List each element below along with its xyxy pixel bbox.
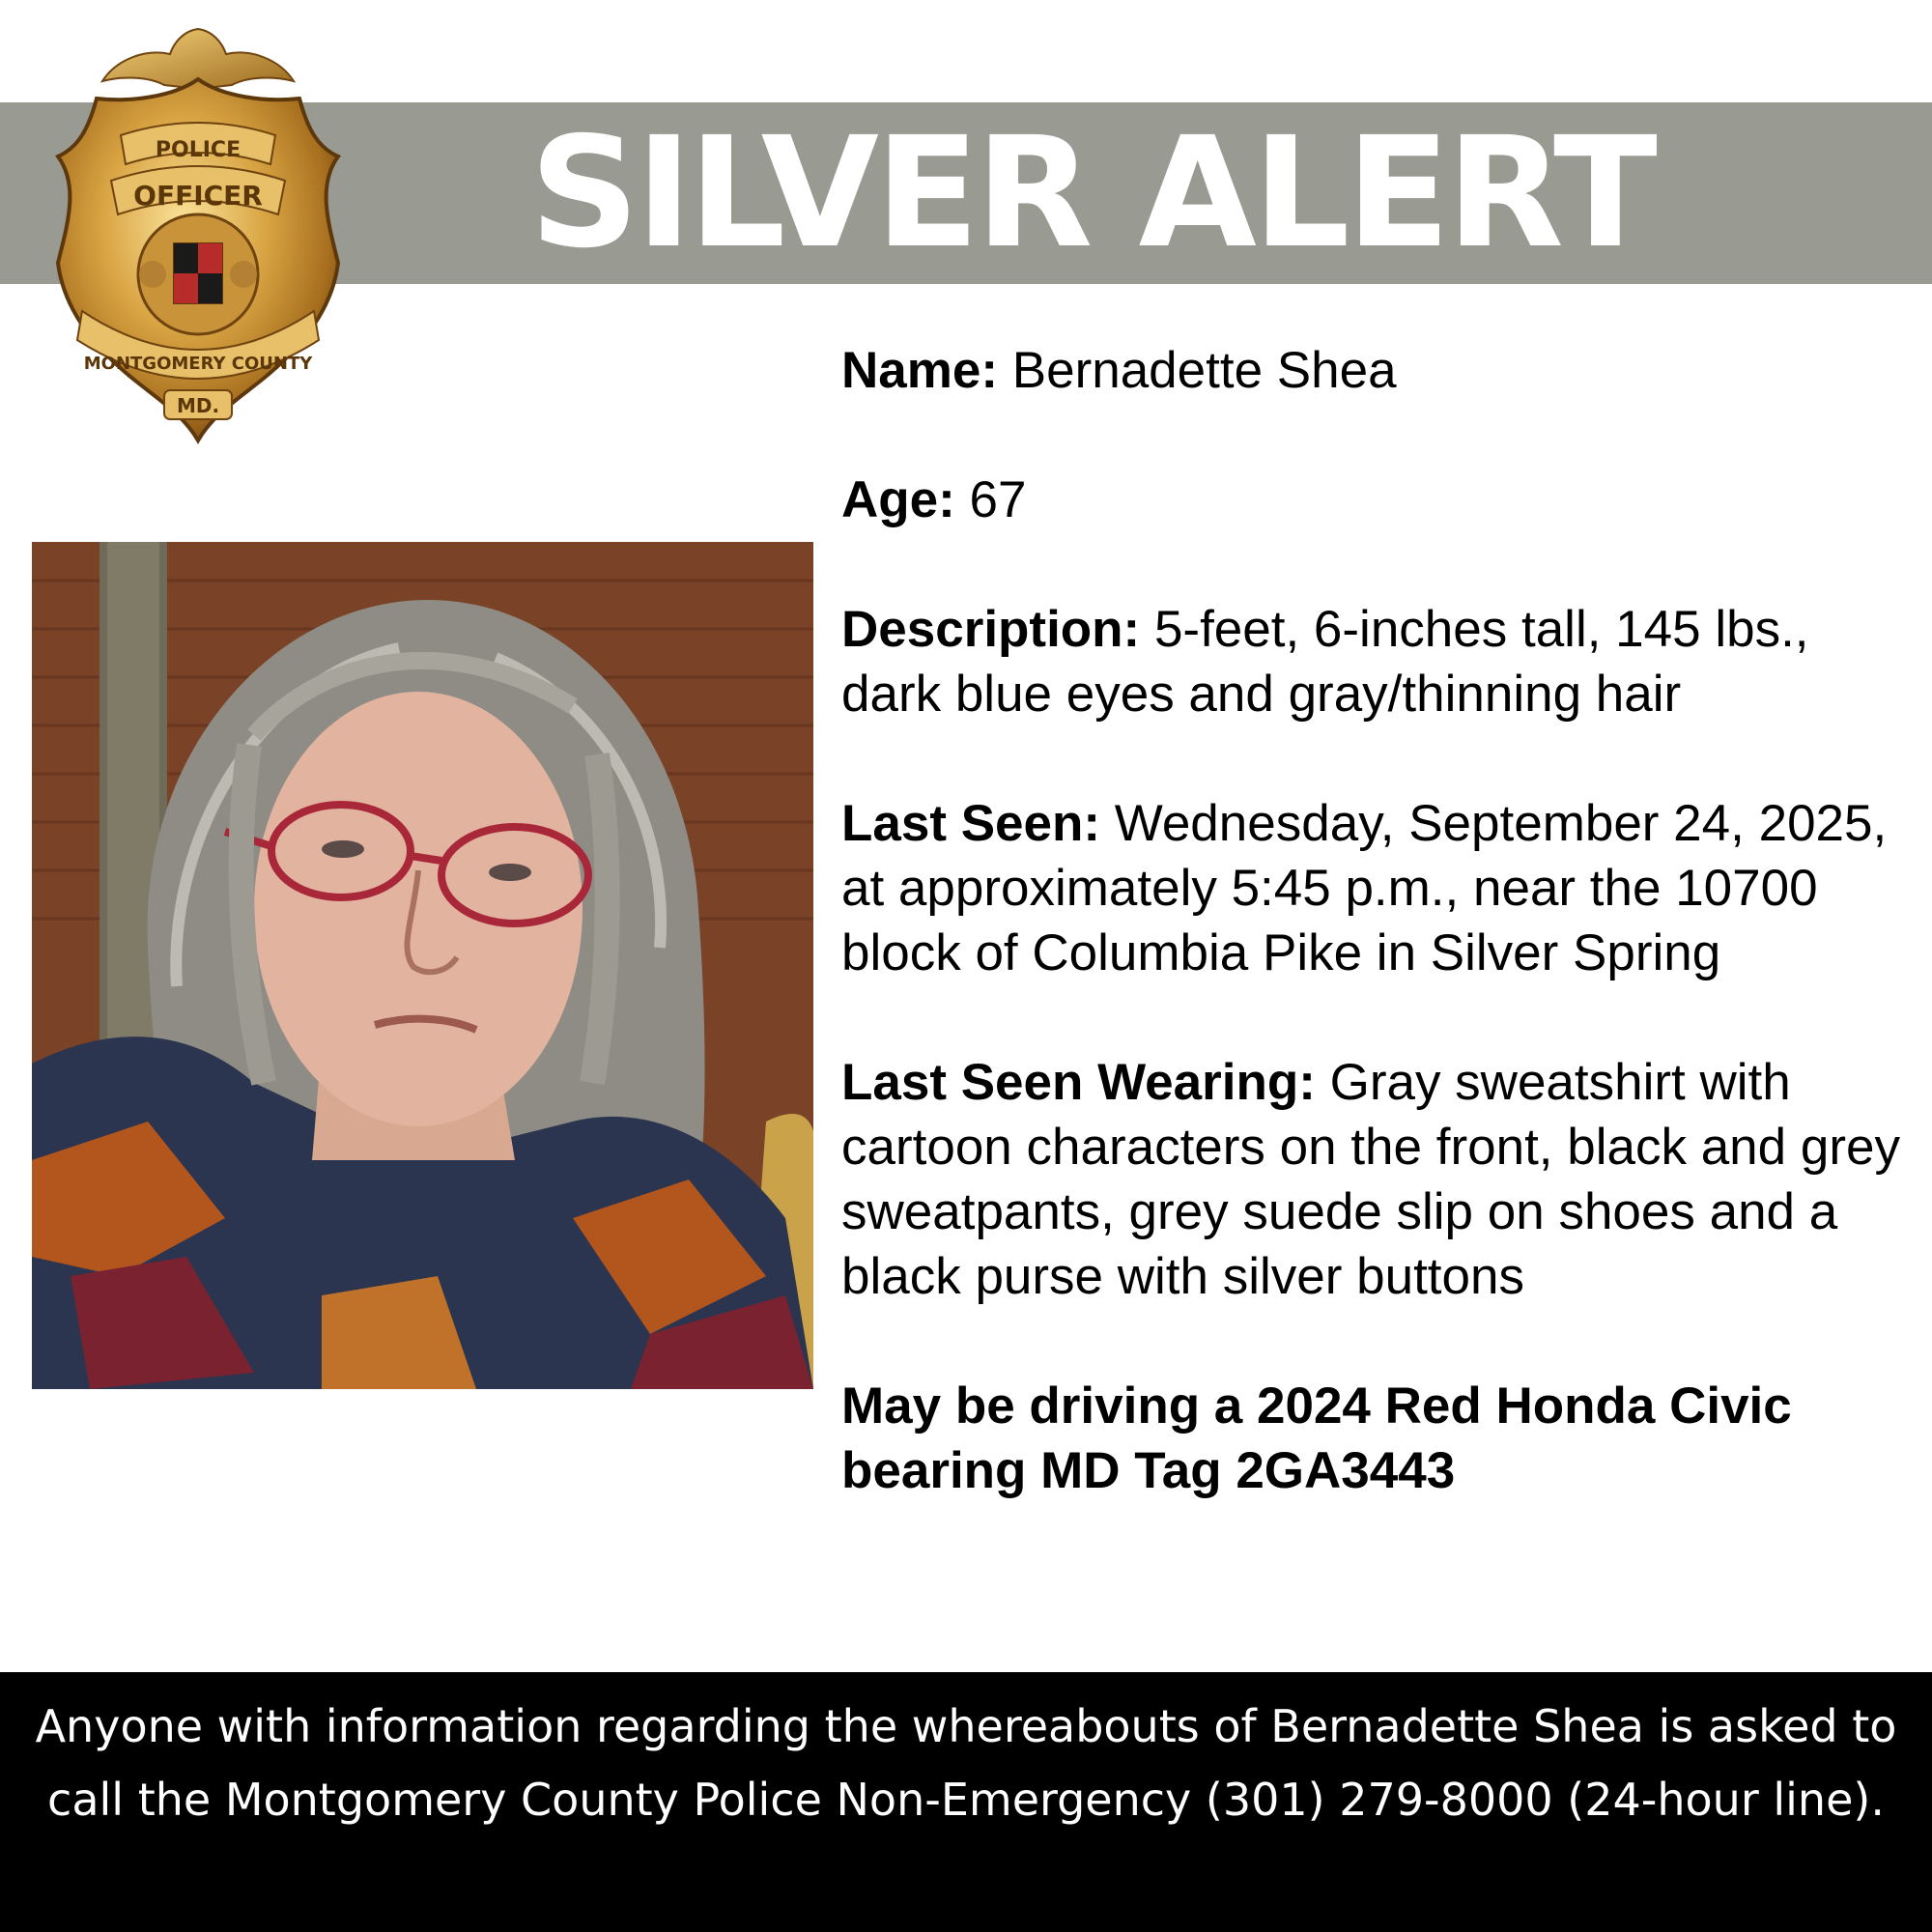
- svg-text:MONTGOMERY COUNTY: MONTGOMERY COUNTY: [83, 354, 313, 374]
- contact-footer: Anyone with information regarding the whereabouts of Bernadette Shea is asked to call the Montgomery County Police Non-Emergency (301) 279-8000 (24-hour line).: [0, 1672, 1932, 1932]
- age-label: Age:: [841, 471, 955, 528]
- wearing-label: Last Seen Wearing:: [841, 1054, 1316, 1111]
- svg-text:MD.: MD.: [176, 394, 220, 417]
- wearing-value: Gray sweatshirt with cartoon characters on the front, black and grey sweatpants, grey suede slip on shoes and a black purse with silver buttons: [841, 1054, 1900, 1305]
- last-seen-value: Wednesday, September 24, 2025, at approximately 5:45 p.m., near the 10700 block of Columbia Pike in Silver Spring: [841, 795, 1888, 981]
- vehicle-notice: May be driving a 2024 Red Honda Civic bearing MD Tag 2GA3443: [841, 1378, 1792, 1499]
- age-value: 67: [969, 471, 1027, 528]
- description-field: [841, 597, 1914, 726]
- last-seen-label: Last Seen:: [841, 795, 1101, 852]
- description-value: 5-feet, 6-inches tall, 145 lbs., dark blue eyes and gray/thinning hair: [841, 601, 1809, 723]
- last-seen-field: [841, 791, 1914, 985]
- name-field: [841, 338, 1914, 403]
- wearing-field: [841, 1050, 1914, 1309]
- age-field: [841, 468, 1914, 532]
- page-title: SILVER ALERT: [529, 104, 1654, 282]
- svg-text:OFFICER: OFFICER: [133, 180, 263, 212]
- name-label: Name:: [841, 342, 999, 399]
- name-value: Bernadette Shea: [1011, 342, 1397, 399]
- description-label: Description:: [841, 601, 1141, 658]
- missing-person-photo: [32, 542, 813, 1389]
- police-badge-icon: [29, 21, 367, 446]
- svg-text:POLICE: POLICE: [155, 138, 242, 162]
- details-panel: [841, 338, 1914, 1503]
